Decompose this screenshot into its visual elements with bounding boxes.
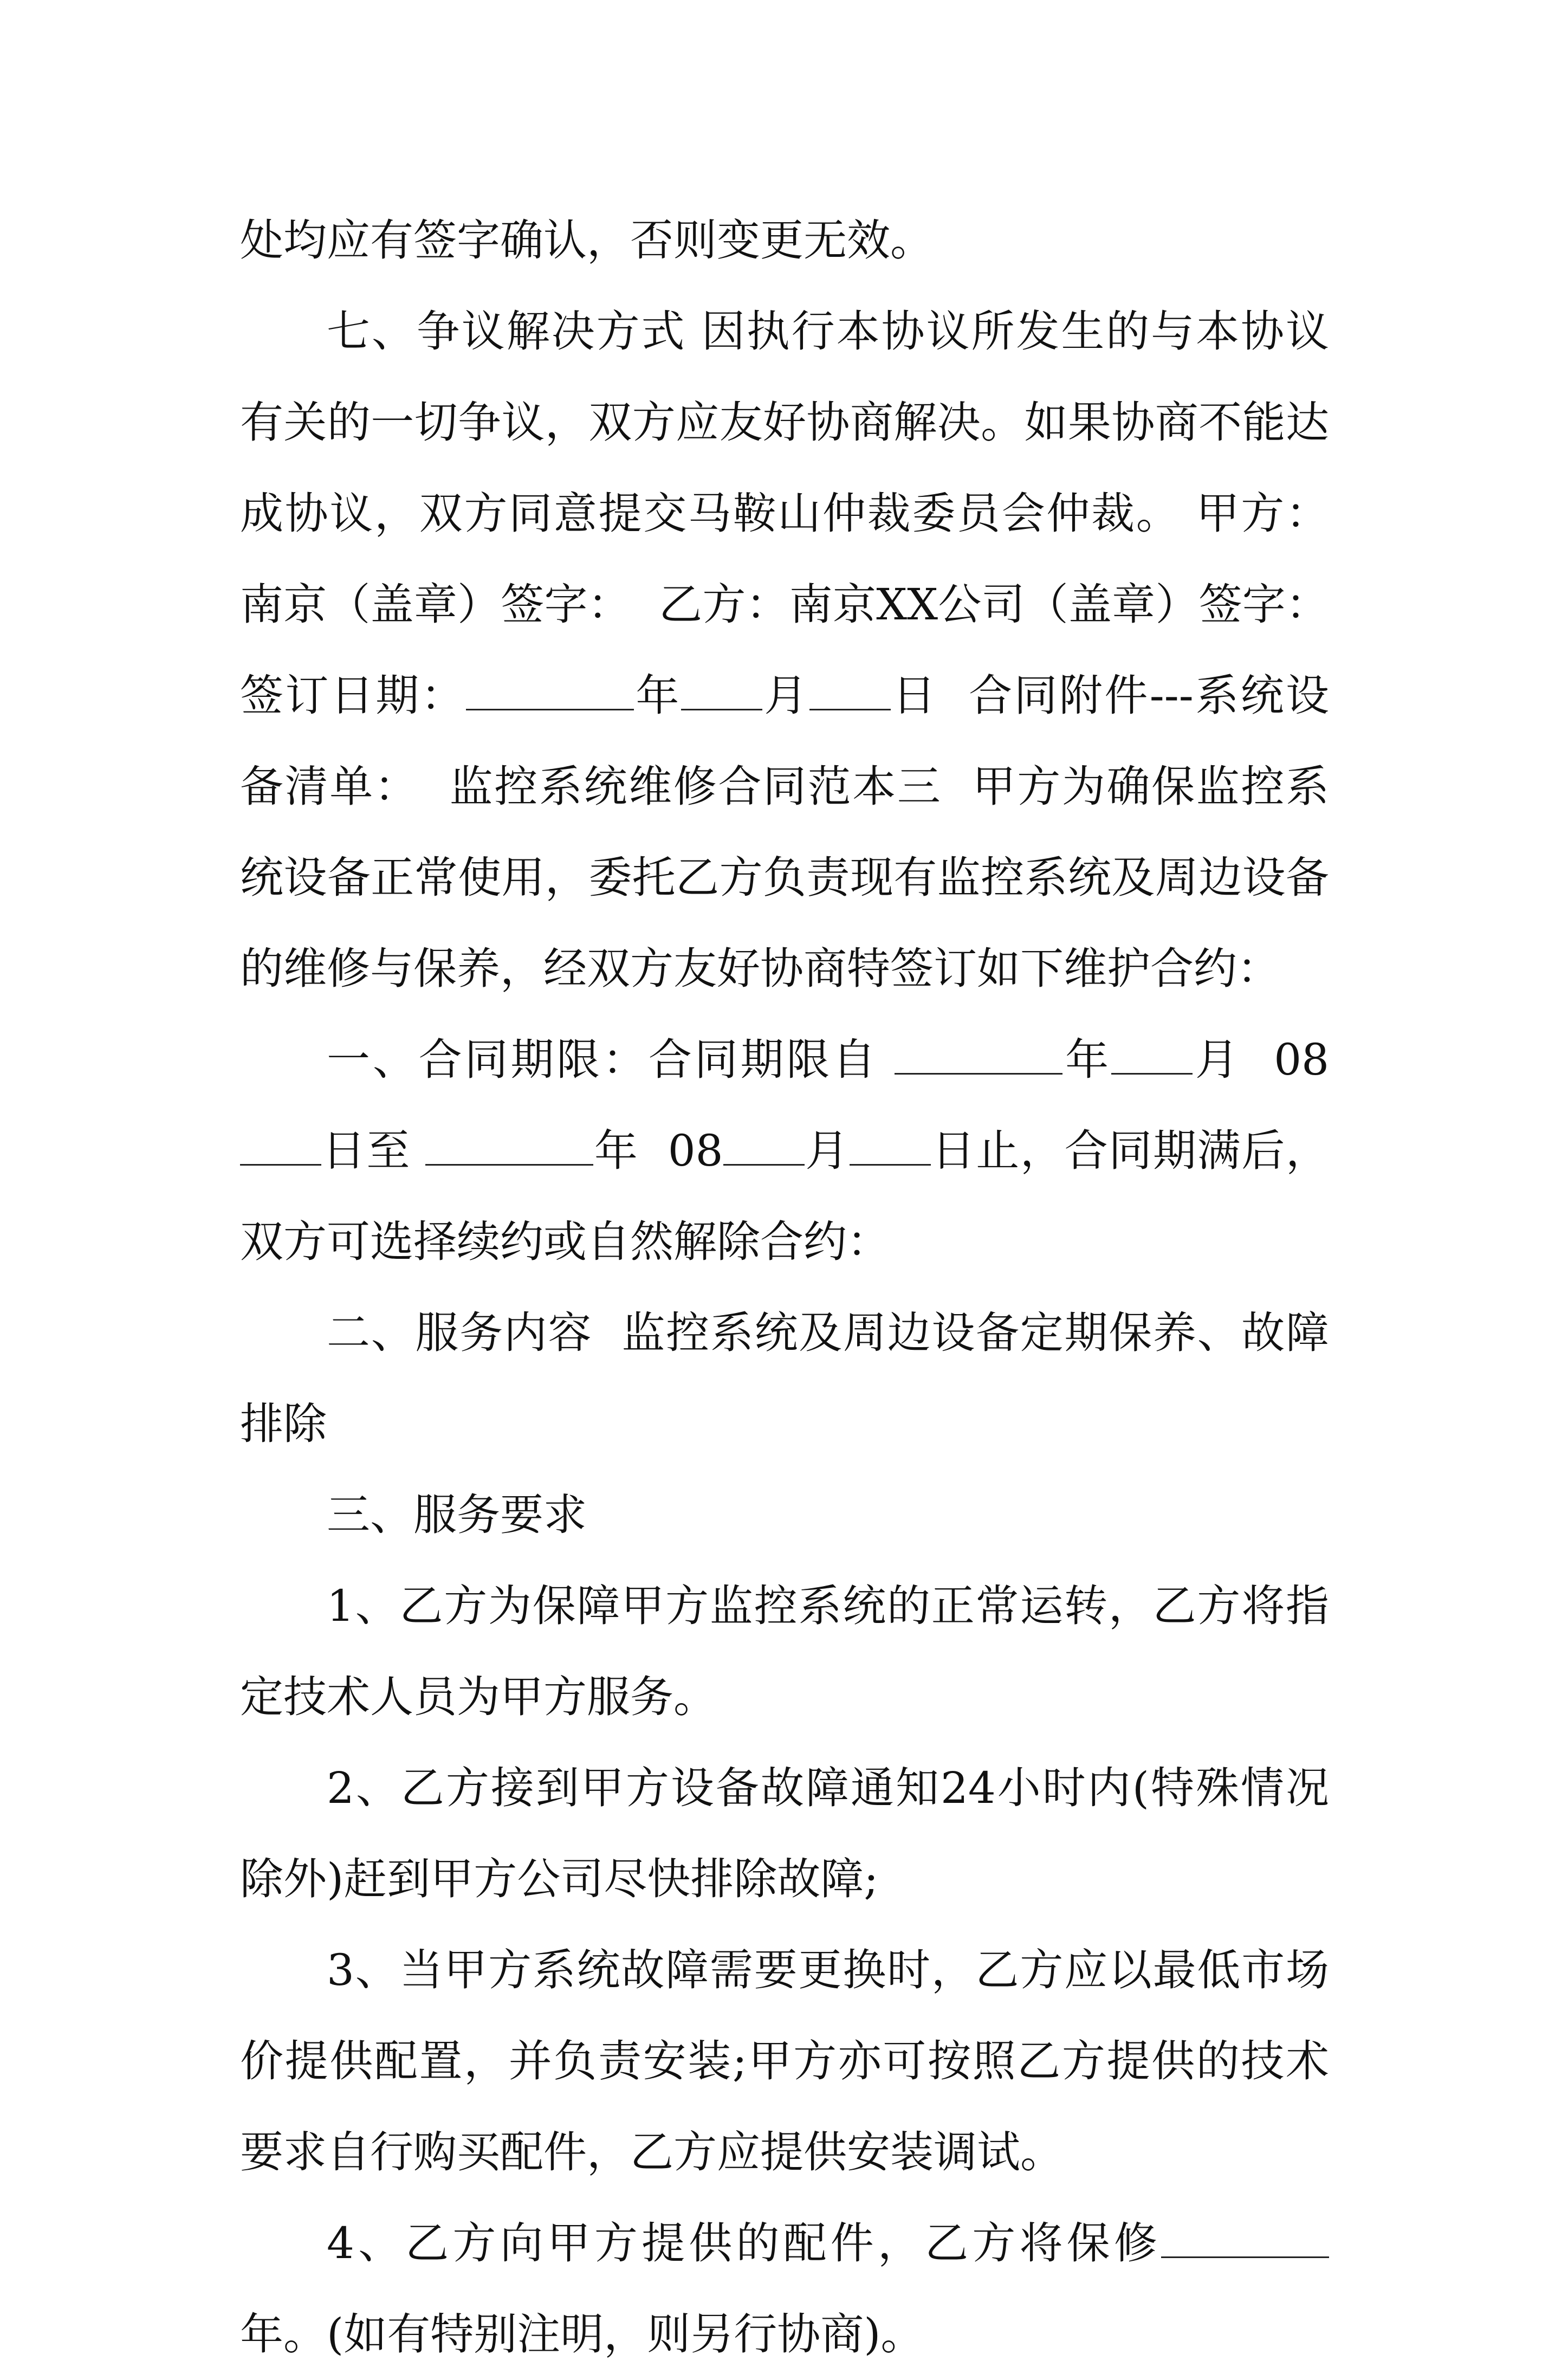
blank-line bbox=[466, 665, 634, 710]
text-run: 年 bbox=[1062, 1034, 1111, 1085]
text-run: 日 合同附件---系统设备清单： 监控系统维修合同范本三 甲方为确保监控系统设备正常使用，委托乙方负责现有监控系统及周边设备的维修与保养，经双方友好协商特签订如下维护合约： bbox=[240, 670, 1330, 994]
paragraph-service-content bbox=[240, 1288, 1329, 1470]
text-run: 七、争议解决方式 因执行本协议所发生的与本协议有关的一切争议，双方应友好协商解决。如果协商不能达成协议，双方同意提交马鞍山仲裁委员会仲裁。 甲方：南京（盖章）签字： 乙方：南京XX公司（盖章）签字： 签订日期： bbox=[240, 306, 1357, 721]
text-run: 二、服务内容 监控系统及周边设备定期保养、故障排除 bbox=[240, 1308, 1329, 1449]
text-run: 1、乙方为保障甲方监控系统的正常运转，乙方将指定技术人员为甲方服务。 bbox=[240, 1581, 1329, 1722]
text-run: 处均应有签字确认，否则变更无效。 bbox=[240, 215, 934, 266]
blank-line bbox=[723, 1121, 805, 1166]
blank-line bbox=[1111, 1030, 1193, 1075]
text-run: 三、服务要求 bbox=[327, 1490, 587, 1540]
blank-line bbox=[1161, 2213, 1329, 2258]
paragraph-requirement-1 bbox=[240, 1561, 1329, 1743]
paragraph-service-requirements-heading bbox=[240, 1470, 1329, 1561]
text-run: 4、乙方向甲方提供的配件，乙方将保修 bbox=[327, 2218, 1161, 2268]
text-run: 月 08 bbox=[1193, 1034, 1330, 1085]
text-run: 年 bbox=[634, 670, 681, 721]
text-run: 2、乙方接到甲方设备故障通知24小时内(特殊情况除外)赶到甲方公司尽快排除故障; bbox=[240, 1763, 1329, 1904]
text-run: 年 08 bbox=[593, 1126, 723, 1176]
document-body bbox=[240, 195, 1357, 2380]
text-run: 日至 bbox=[321, 1126, 426, 1176]
blank-line bbox=[240, 1121, 321, 1166]
paragraph-requirement-4 bbox=[240, 2198, 1329, 2380]
paragraph-dispute-resolution bbox=[240, 286, 1357, 1014]
paragraph-contract-term bbox=[240, 1014, 1329, 1288]
paragraph-requirement-2 bbox=[240, 1743, 1329, 1925]
text-run: 日止，合同期满后，双方可选择续约或自然解除合约： bbox=[240, 1126, 1330, 1267]
text-run: 3、当甲方系统故障需要更换时，乙方应以最低市场价提供配置，并负责安装;甲方亦可按照乙方提供的技术要求自行购买配件，乙方应提供安装调试。 bbox=[240, 1945, 1329, 2177]
text-run: 月 bbox=[762, 670, 809, 721]
blank-line bbox=[425, 1121, 593, 1166]
text-run: 一、合同期限：合同期限自 bbox=[327, 1034, 895, 1085]
text-run: 月 bbox=[804, 1126, 850, 1176]
blank-line bbox=[895, 1030, 1062, 1075]
blank-line bbox=[809, 665, 891, 710]
blank-line bbox=[850, 1121, 931, 1166]
text-run: 年。(如有特别注明，则另行协商)。 bbox=[240, 2309, 924, 2359]
paragraph-continuation bbox=[240, 195, 1329, 286]
blank-line bbox=[681, 665, 762, 710]
paragraph-requirement-3 bbox=[240, 1925, 1329, 2198]
